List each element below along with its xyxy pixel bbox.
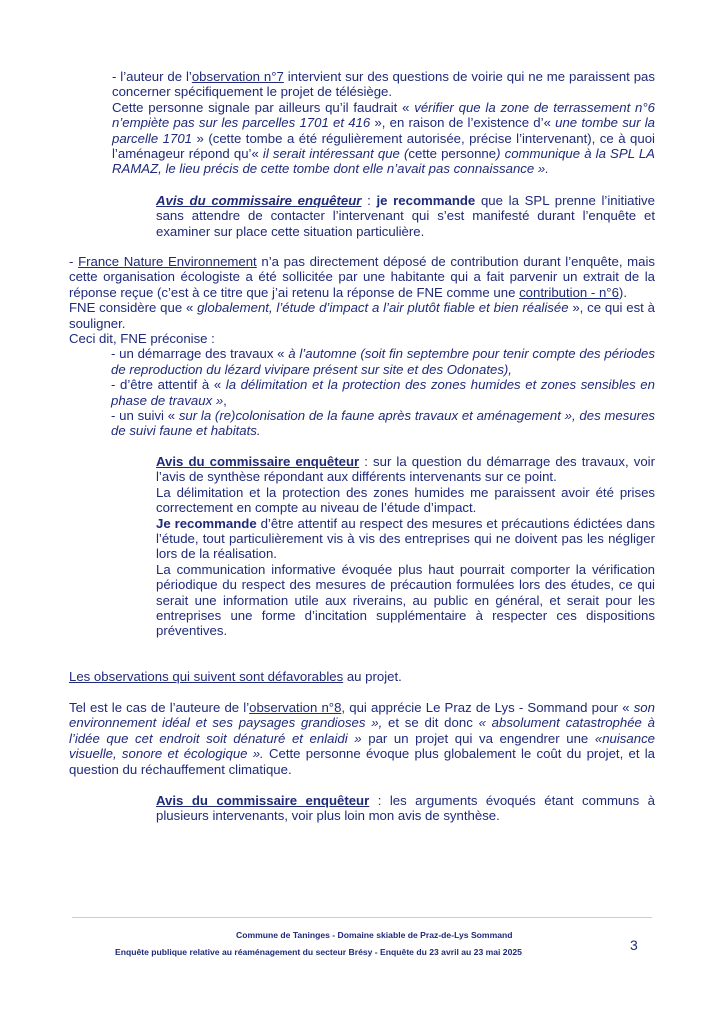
quote: vérifier que la zone de terrassement n°6 n’empiète pas sur les parcelles 1701 et 416	[112, 99, 655, 131]
fne-link[interactable]: France Nature Environnement	[78, 254, 257, 269]
text: », ce qui est à souligner.	[69, 300, 655, 331]
text: », en raison de l’existence d’«	[370, 115, 556, 131]
fne-paragraph	[69, 254, 655, 439]
text: que la SPL prenne l’initiative sans attendre de contacter l’intervenant qui s’est manifesté durant l’enquête et examiner sur place cette situation particulière.	[156, 193, 655, 239]
text: Ceci dit, FNE préconise :	[69, 331, 215, 347]
text: Cette personne signale par ailleurs qu’il faudrait «	[112, 99, 415, 115]
text: La délimitation et la protection des zones humides me paraissent avoir été prises correctement en compte au niveau de l’étude d’impact.	[156, 484, 655, 516]
observation-7-link[interactable]: observation n°7	[191, 69, 284, 84]
emphasis: je recommande	[376, 193, 476, 208]
quote: « absolument catastrophée à l’idée que cet endroit soit dénaturé et enlaidi »	[69, 715, 655, 746]
text: d’être attentif au respect des mesures et précautions édictées dans l’étude, tout particulièrement vis à vis des entreprises qui ne doivent pas les négliger lors de la réalisation.	[156, 515, 655, 562]
observation-7-paragraph	[112, 69, 655, 177]
quote: la délimitation et la protection des zones humides et zones sensibles en phase de travaux »	[111, 377, 655, 408]
emphasis: Je recommande	[156, 515, 257, 531]
avis-label: Avis du commissaire enquêteur	[156, 193, 362, 208]
text: ,	[223, 392, 227, 408]
text: : sur la question du démarrage des travaux, voir l’avis de synthèse répondant aux différents intervenants sur ce point.	[156, 454, 655, 485]
text: et se dit donc	[382, 715, 479, 731]
list-item	[69, 346, 655, 377]
contribution-6-link[interactable]: contribution - n°6	[519, 284, 619, 300]
page-number: 3	[630, 937, 638, 953]
text: La communication informative évoquée plus haut pourrait comporter la vérification périodique du respect des mesures de précaution formulées lors des études, ce qui serait une information utile aux riverains, au public en général, et serait pour les entreprises une forme d’incitation supplémentaire à respecter ces dispositions préventives.	[156, 561, 655, 639]
text: au projet.	[343, 669, 402, 684]
text: » (cette tombe a été régulièrement autorisée, précise l’intervenant), ce à quoi l’aménageur répond qu’«	[112, 130, 655, 162]
text: : les arguments évoqués étant communs à plusieurs intervenants, voir plus loin mon avis de synthèse.	[156, 793, 655, 824]
footer-line-2: Enquête publique relative au réaménagement du secteur Brésy - Enquête du 23 avril au 23 mai 2025	[115, 947, 522, 957]
list-item	[69, 408, 655, 439]
footer-line-1: Commune de Taninges - Domaine skiable de Praz-de-Lys Sommand	[236, 930, 513, 940]
text: FNE considère que «	[69, 300, 198, 316]
text: - l’auteur de l’	[112, 69, 192, 84]
quote: il serait intéressant que (	[262, 146, 409, 162]
text: ).	[618, 284, 627, 300]
text: intervient sur des questions de voirie qui ne me paraissent pas concerner spécifiquement le projet de télésiège.	[112, 69, 655, 100]
quote: globalement, l’étude d’impact a l’air plutôt fiable et bien réalisée	[197, 300, 569, 316]
observation-8-link[interactable]: observation n°8	[249, 700, 342, 715]
text: n’a pas directement déposé de contribution durant l’enquête, mais cette organisation écologiste a été sollicitée par une habitante qui a fait parvenir un extrait de la réponse reçue (c’est à ce titre que j’ai retenu la réponse de FNE comme une	[69, 254, 655, 300]
text: - un suivi «	[111, 408, 179, 424]
text: - un démarrage des travaux «	[111, 346, 289, 362]
section-heading: Les observations qui suivent sont défavorables	[69, 669, 344, 684]
text: cette personne	[408, 146, 497, 162]
avis-fne	[156, 454, 655, 639]
quote: à l’automne (soit fin septembre pour tenir compte des périodes de reproduction du lézard vivipare présent sur site et des Odonates),	[111, 346, 655, 377]
quote: sur la (re)colonisation de la faune après travaux et aménagement », des mesures de suivi faune et habitats.	[111, 408, 655, 439]
defavorables-heading	[69, 669, 655, 684]
quote: son environnement idéal et ses paysages grandioses »,	[69, 700, 655, 731]
text: -	[69, 254, 79, 269]
quote: «nuisance visuelle, sonore et écologique ».	[69, 730, 655, 762]
list-item	[69, 377, 655, 408]
avis-label: Avis du commissaire enquêteur	[156, 793, 370, 808]
avis-label: Avis du commissaire enquêteur	[156, 454, 360, 469]
footer-divider	[72, 917, 652, 918]
text: Cette personne évoque plus globalement le coût du projet, et la question du réchauffement climatique.	[69, 746, 655, 777]
avis-observation-7	[156, 193, 655, 239]
text: - d’être attentif à «	[111, 377, 226, 393]
text: Tel est le cas de l’auteure de l’	[69, 700, 250, 715]
avis-observation-8	[156, 793, 655, 824]
quote: ) communique à la SPL LA RAMAZ, le lieu précis de cette tombe dont elle n’avait pas connaissance ».	[112, 146, 655, 177]
text: :	[361, 193, 377, 208]
quote: une tombe sur la parcelle 1701	[112, 115, 655, 146]
text: , qui apprécie Le Praz de Lys - Sommand pour «	[341, 700, 634, 715]
text: par un projet qui va engendrer une	[361, 730, 595, 746]
observation-8-paragraph	[69, 700, 655, 777]
